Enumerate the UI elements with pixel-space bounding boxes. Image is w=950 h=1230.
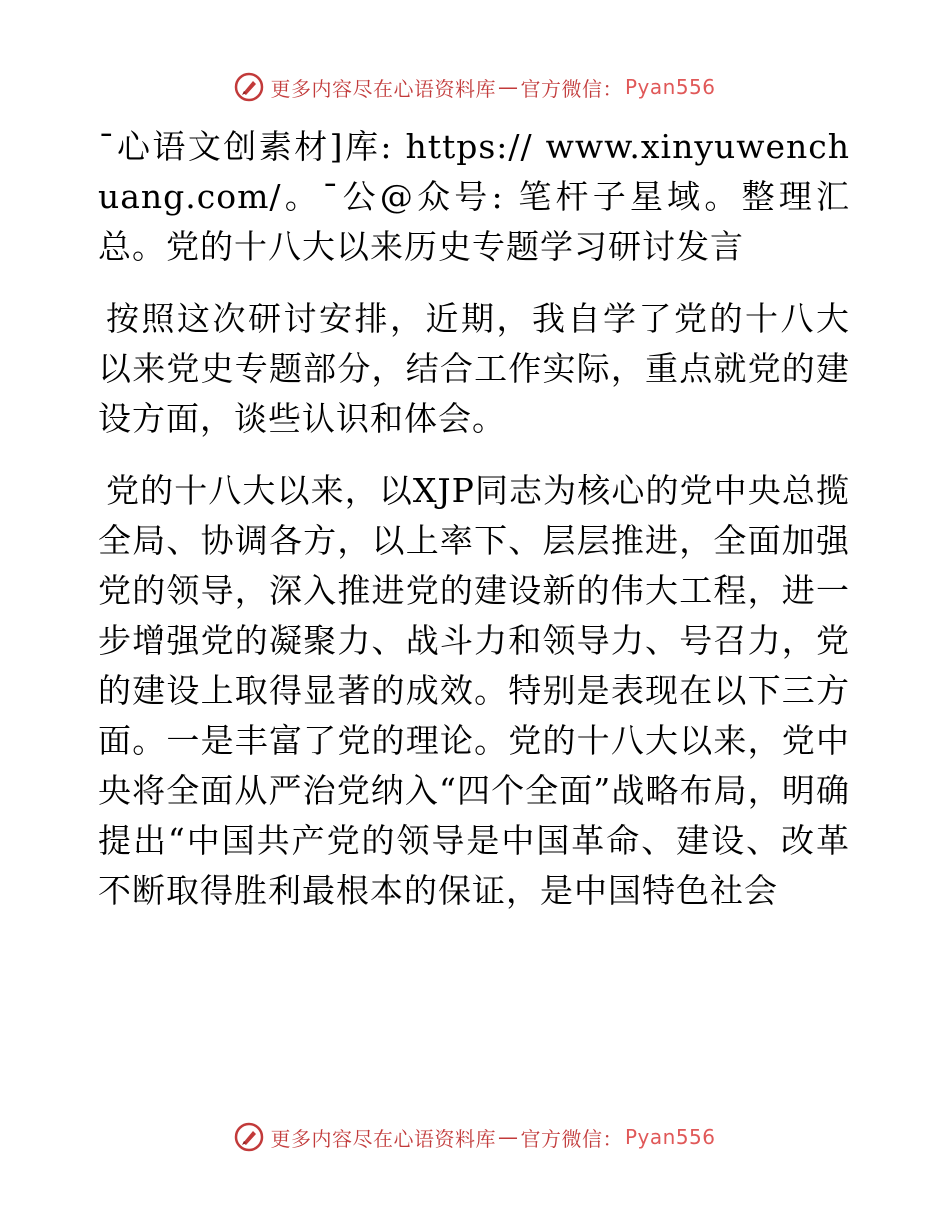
banner-wechat-id: Pyan556: [624, 75, 716, 99]
paragraph-title: ¯心语文创素材]库: https:// www.xinyuwenchuang.com/。¯公@众号: 笔杆子星域。整理汇总。党的十八大以来历史专题学习研讨发言: [98, 127, 850, 266]
banner-wechat-id: Pyan556: [624, 1125, 716, 1149]
document-body: [98, 122, 850, 938]
banner-wechat-label: 官方微信：: [520, 76, 623, 101]
banner-separator: —: [497, 75, 519, 99]
paragraph-main: 党的十八大以来，以XJP同志为核心的党中央总揽全局、协调各方，以上率下、层层推进，全面加强党的领导，深入推进党的建设新的伟大工程，进一步增强党的凝聚力、战斗力和领导力、号召力，党的建设上取得显著的成效。特别是表现在以下三方面。一是丰富了党的理论。党的十八大以来，党中央将全面从严治党纳入“四个全面”战略布局，明确提出“中国共产党的领导是中国革命、建设、改革不断取得胜利最根本的保证，是中国特色社会: [98, 471, 850, 910]
banner-text: 更多内容尽在心语资料库: [270, 76, 496, 101]
fountain-pen-logo-icon: [234, 72, 264, 102]
banner-text: 更多内容尽在心语资料库: [270, 1126, 496, 1151]
header-banner: [0, 72, 950, 102]
paragraph-intro: 按照这次研讨安排，近期，我自学了党的十八大以来党史专题部分，结合工作实际，重点就党的建设方面，谈些认识和体会。: [98, 299, 850, 438]
banner-wechat-label: 官方微信：: [520, 1126, 623, 1151]
footer-banner: [0, 1122, 950, 1152]
banner-separator: —: [497, 1125, 519, 1149]
fountain-pen-logo-icon: [234, 1122, 264, 1152]
